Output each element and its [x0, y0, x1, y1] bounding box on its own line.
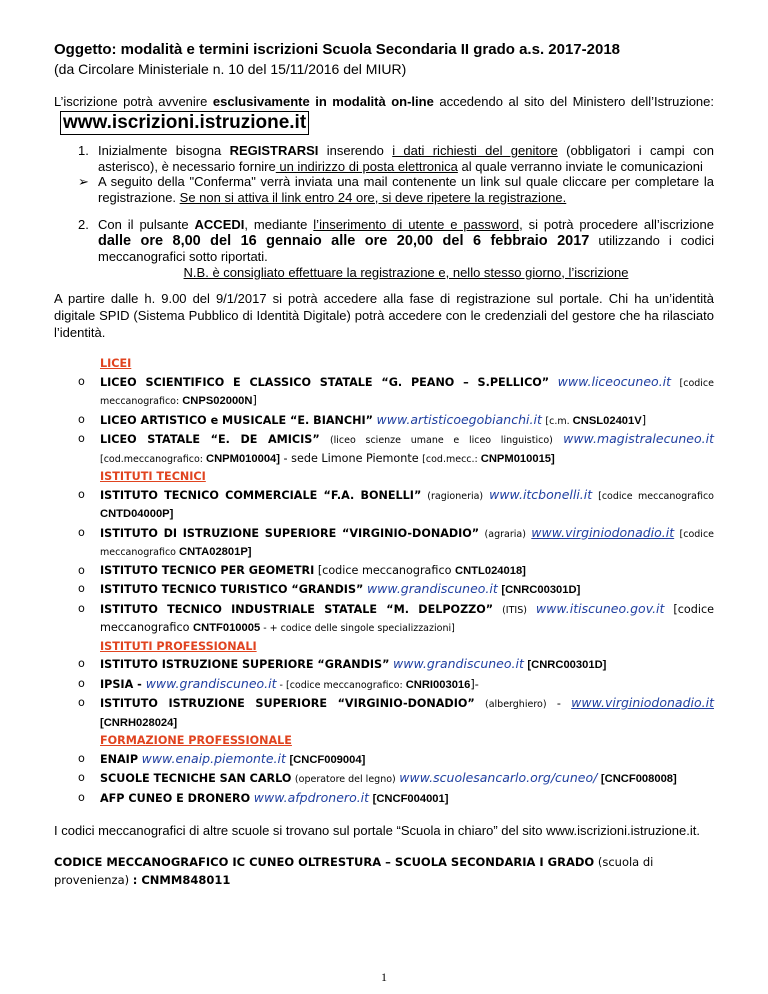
category-tecnici: ISTITUTI TECNICI — [100, 470, 206, 483]
step-2 — [78, 217, 714, 280]
iscrizioni-site-link[interactable]: www.iscrizioni.istruzione.it — [60, 111, 309, 135]
step-1-text-3: (obbligatori i campi con asterisco), è necessario fornire — [98, 143, 714, 174]
step-2-bold: ACCEDI — [194, 217, 245, 232]
school-name: ENAIP — [100, 752, 139, 766]
document-subtitle: (da Circolare Ministeriale n. 10 del 15/11/2016 del MIUR) — [54, 61, 407, 77]
school-name: AFP CUNEO E DRONERO — [100, 791, 251, 805]
school-name: SCUOLE TECNICHE SAN CARLO — [100, 772, 292, 785]
step-2-text-2: , mediante — [244, 217, 314, 232]
step-1-underline-2: un indirizzo di posta elettronica — [275, 158, 458, 174]
step-2-text-4: utilizzando i codici meccanografici sotto riportati. — [98, 232, 714, 264]
school-link[interactable]: www.afpdronero.it — [253, 789, 370, 805]
school-code: CNTA02801P] — [179, 546, 252, 558]
school-name: ISTITUTO TECNICO INDUSTRIALE STATALE “M. DELPOZZO” — [100, 602, 494, 616]
code-suffix: ] — [252, 394, 257, 407]
step-1-arrow-item — [78, 174, 714, 205]
school-name: ISTITUTO TECNICO PER GEOMETRI — [100, 563, 315, 577]
school-code: CNTF010005 — [193, 622, 261, 634]
bullet-icon: o — [78, 771, 85, 784]
school-link[interactable]: www.liceocuneo.it — [557, 373, 672, 389]
final-code-label: CODICE MECCANOGRAFICO IC CUNEO OLTRESTURA – SCUOLA SECONDARIA I GRADO — [54, 855, 595, 869]
step-1-number: 1. — [78, 143, 89, 158]
school-item — [78, 789, 714, 809]
document-body — [54, 40, 714, 889]
school-link[interactable]: www.grandiscuneo.it — [145, 675, 277, 691]
school-item — [78, 750, 714, 770]
registration-steps — [78, 143, 714, 280]
bullet-icon: o — [78, 487, 85, 501]
code-label: [codice meccanografico: — [100, 377, 714, 407]
step-2-underline: l’inserimento di utente e password — [313, 217, 520, 232]
school-item — [78, 675, 714, 695]
intro-text: L’iscrizione potrà avvenire — [54, 94, 213, 109]
school-note: (agraria) — [484, 528, 526, 540]
school-code: CNSL02401V — [572, 414, 642, 427]
step-2-dates: dalle ore 8,00 del 16 gennaio alle ore 20,00 del 6 febbraio 2017 — [98, 232, 590, 249]
school-code: CNTD04000P] — [100, 508, 174, 520]
step-2-text-3: , si potrà procedere all’iscrizione — [519, 217, 714, 232]
school-code: [CNCF008008] — [600, 773, 677, 785]
arrow-item-underline: Se non si attiva il link entro 24 ore, si deve ripetere la registrazione. — [179, 189, 567, 205]
school-item — [78, 430, 714, 468]
school-note-2: - sede Limone Piemonte — [280, 451, 423, 465]
school-link[interactable]: www.magistralecuneo.it — [563, 431, 714, 446]
code-suffix: ] — [641, 413, 647, 427]
school-name: ISTITUTO ISTRUZIONE SUPERIORE “VIRGINIO-DONADIO” — [100, 697, 475, 710]
school-code: [CNRH028024] — [100, 716, 178, 729]
school-item — [78, 655, 714, 675]
step-1-underline: i dati richiesti del genitore — [392, 143, 558, 158]
step-1-text-2: inserendo — [318, 143, 393, 158]
intro-paragraph — [54, 92, 714, 135]
school-link[interactable]: www.grandiscuneo.it — [366, 581, 498, 596]
bullet-icon: o — [78, 432, 85, 445]
school-code: [CNRC00301D] — [527, 659, 607, 671]
bullet-icon: o — [78, 751, 85, 765]
footer-note: I codici meccanografici di altre scuole si trovano sul portale “Scuola in chiaro” del sito www.iscrizioni.istruzione.it. — [54, 823, 700, 838]
intro-bold: esclusivamente in modalità on-line — [212, 94, 434, 109]
bullet-icon: o — [78, 582, 85, 595]
code-label: [codice meccanografico — [314, 563, 456, 577]
bullet-icon: o — [78, 676, 85, 690]
category-professionali: ISTITUTI PROFESSIONALI — [100, 639, 257, 653]
school-item — [78, 562, 714, 581]
bullet-icon: o — [78, 525, 85, 539]
school-link[interactable]: www.virginiodonadio.it — [571, 695, 714, 710]
code-label: [codice meccanografico — [100, 602, 714, 634]
school-item — [78, 524, 714, 562]
school-name: ISTITUTO TECNICO TURISTICO “GRANDIS” — [100, 583, 364, 596]
school-link[interactable]: www.itiscuneo.gov.it — [535, 600, 665, 616]
arrow-item-text: A seguito della "Conferma" verrà inviata una mail contenente un link sul quale cliccare per completare la registrazione. — [98, 174, 714, 205]
school-code: CNRI003016 — [405, 678, 471, 691]
code-label: [cod.meccanografico: — [100, 453, 206, 465]
school-code: [CNCF009004] — [289, 753, 366, 766]
school-item — [78, 600, 714, 638]
final-code-line — [54, 853, 714, 889]
step-1-text: Inizialmente bisogna — [98, 143, 230, 158]
school-name: LICEO SCIENTIFICO E CLASSICO STATALE “G. PEANO – S.PELLICO” — [100, 375, 550, 389]
school-note: (liceo scienze umane e liceo linguistico) — [329, 435, 553, 446]
step-1-text-4: al quale verranno inviate le comunicazioni — [457, 158, 703, 174]
school-note: (alberghiero) — [485, 699, 547, 710]
step-2-text: Con il pulsante — [98, 217, 195, 232]
school-item — [78, 769, 714, 789]
school-code: CNPS02000N — [182, 395, 253, 407]
final-code-note: (scuola di provenienza) — [54, 855, 654, 887]
school-list — [54, 355, 714, 808]
code-label: [codice meccanografico — [598, 490, 714, 502]
school-name: LICEO STATALE “E. DE AMICIS” — [100, 433, 320, 446]
school-link[interactable]: www.itcbonelli.it — [489, 486, 593, 502]
bullet-icon: o — [78, 657, 85, 670]
bullet-icon: o — [78, 696, 85, 709]
code-suffix: ]- — [470, 677, 479, 691]
code-label: - [codice meccanografico: — [276, 679, 406, 691]
arrow-icon: ➢ — [78, 174, 89, 189]
document-title: Oggetto: modalità e termini iscrizioni Scuola Secondaria II grado a.s. 2017-2018 — [54, 41, 621, 58]
school-link[interactable]: www.grandiscuneo.it — [393, 656, 524, 671]
step-1-bold: REGISTRARSI — [229, 143, 319, 158]
intro-text-2: accedendo al sito del Ministero dell’Istruzione: — [433, 94, 715, 109]
step-2-number: 2. — [78, 217, 89, 232]
code-label: [codice meccanografico — [100, 528, 715, 558]
school-link[interactable]: www.scuolesancarlo.org/cuneo/ — [399, 770, 598, 785]
step-1 — [78, 143, 714, 174]
school-name: LICEO ARTISTICO e MUSICALE “E. BIANCHI” — [100, 413, 373, 427]
separator: - — [546, 697, 572, 710]
school-note: (operatore del legno) — [294, 774, 396, 785]
school-note: (ITIS) — [502, 604, 527, 616]
school-code: [CNRC00301D] — [501, 584, 581, 596]
spid-paragraph: A partire dalle h. 9.00 del 9/1/2017 si potrà accedere alla fase di registrazione sul portale. Chi ha un’identità digitale SPID (Sistema Pubblico di Identità Digitale) potrà accedere con le credenziali del gestore che ha rilasciato l’identità. — [54, 291, 714, 340]
school-link[interactable]: www.virginiodonadio.it — [531, 524, 675, 540]
category-licei: LICEI — [100, 357, 132, 370]
school-name: ISTITUTO ISTRUZIONE SUPERIORE “GRANDIS” — [100, 658, 390, 671]
school-code-2: CNPM010015] — [480, 452, 555, 465]
school-item — [78, 486, 714, 524]
bullet-icon: o — [78, 374, 85, 388]
bullet-icon: o — [78, 412, 85, 426]
school-code: CNPM010004] — [206, 452, 280, 465]
school-name: ISTITUTO TECNICO COMMERCIALE “F.A. BONELLI” — [100, 488, 422, 502]
bullet-icon: o — [78, 563, 85, 577]
school-link[interactable]: www.artisticoegobianchi.it — [376, 411, 542, 427]
code-label-2: [cod.mecc.: — [422, 453, 481, 465]
final-code-value: : CNMM848011 — [132, 873, 231, 887]
school-item — [78, 373, 714, 411]
page-number: 1 — [381, 970, 387, 984]
code-label: [c.m. — [545, 415, 573, 427]
bullet-icon: o — [78, 601, 85, 615]
school-name: ISTITUTO DI ISTRUZIONE SUPERIORE “VIRGINIO-DONADIO” — [100, 526, 480, 540]
school-name: IPSIA - — [100, 677, 146, 691]
school-code: CNTL024018] — [455, 564, 526, 577]
school-code: [CNCF004001] — [372, 792, 449, 805]
school-item — [78, 580, 714, 600]
code-suffix: - + codice delle singole specializzazioni] — [260, 623, 455, 634]
school-item — [78, 411, 714, 431]
school-note: (ragioneria) — [427, 490, 484, 502]
school-link[interactable]: www.enaip.piemonte.it — [141, 750, 286, 766]
bullet-icon: o — [78, 790, 85, 804]
school-item — [78, 694, 714, 732]
step-2-note: N.B. è consigliato effettuare la registrazione e, nello stesso giorno, l’iscrizione — [183, 264, 629, 280]
category-formazione: FORMAZIONE PROFESSIONALE — [100, 734, 292, 747]
